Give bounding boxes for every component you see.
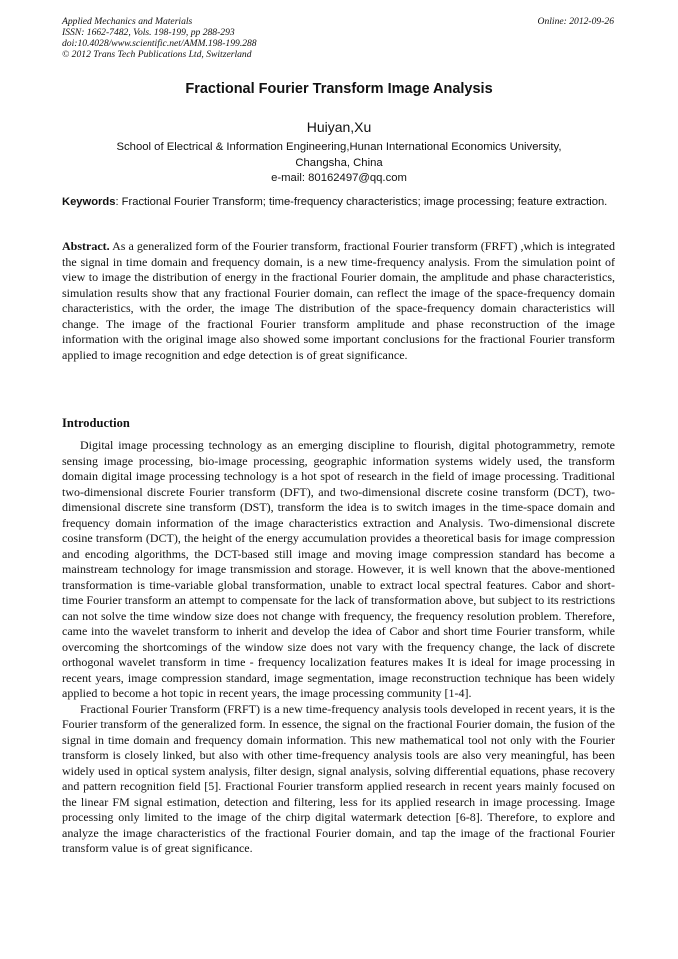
introduction-body <box>62 438 615 857</box>
keywords-text: : Fractional Fourier Transform; time-frequency characteristics; image processing; feature extraction. <box>115 196 608 208</box>
abstract-label: Abstract. <box>62 239 110 253</box>
section-heading-introduction: Introduction <box>62 416 130 430</box>
affiliation <box>60 140 618 187</box>
author-name: Huiyan,Xu <box>306 119 372 135</box>
journal-copyright: © 2012 Trans Tech Publications Ltd, Switzerland <box>62 49 252 60</box>
introduction-paragraph-2: Fractional Fourier Transform (FRFT) is a new time-frequency analysis tools developed in recent years, it is the Fourier transform of the generalized form. In essence, the signal on the fractional Fourier domain, the fusion of the signal in time domain and frequency domain information. This new mathematical tool not only with the Fourier transform is closely linked, but also with other time-frequency analysis tools are also very meaningful, has been widely used in optical system analysis, filter design, signal analysis, solving differential equations, phase recovery and pattern recognition field [5]. Fractional Fourier transform applied research in recent years mainly focused on the linear FM signal estimation, detection and filtering, less for its applied research in image processing. Image processing only limited to the image of the chirp digital watermark detection [6-8]. Therefore, to explore and analyze the image characteristics of the fractional Fourier domain, and tap the image of the fractional Fourier transform value is of great significance. <box>62 701 615 855</box>
journal-name: Applied Mechanics and Materials <box>62 16 193 27</box>
journal-doi: doi:10.4028/www.scientific.net/AMM.198-199.288 <box>62 38 257 49</box>
paper-title: Fractional Fourier Transform Image Analysis <box>185 81 493 97</box>
journal-header <box>62 16 257 60</box>
keywords <box>62 195 615 211</box>
abstract <box>62 239 615 363</box>
online-date: Online: 2012-09-26 <box>537 16 614 27</box>
journal-issn: ISSN: 1662-7482, Vols. 198-199, pp 288-293 <box>62 27 235 38</box>
keywords-label: Keywords <box>62 196 116 208</box>
abstract-text: As a generalized form of the Fourier transform, fractional Fourier transform (FRFT) ,which is integrated the signal in time domain and frequency domain, is a new time-frequency analysis. From the simulation point of view to image the distribution of energy in the fractional Fourier domain, the amplitude and phase characteristics, simulation results show that any fractional Fourier domain, can reflect the image of the space-frequency domain characteristics, with the order, the image The distribution of the space-frequency domain characteristics will change. The image of the fractional Fourier transform amplitude and phase reconstruction of the image information with the original image also showed some important conclusions for the fractional Fourier transform applied to image recognition and edge detection is of great significance. <box>62 239 615 362</box>
author-email: e-mail: 80162497@qq.com <box>271 172 407 184</box>
affiliation-line-1: School of Electrical & Information Engineering,Hunan International Economics University, <box>116 141 562 153</box>
introduction-paragraph-1: Digital image processing technology as an emerging discipline to flourish, digital photogrammetry, remote sensing image processing, bio-image processing, geographic information systems widely used, the transform domain digital image processing technology is a hot spot of research in the field of image processing. Traditional two-dimensional discrete Fourier transform (DFT), and two-dimensional discrete cosine transform (DCT), two-dimensional discrete sine transform (DST), transform the idea is to switch images in the time-space domain and frequency domain information of the image characteristics extraction and Analysis. Two-dimensional discrete cosine transform (DCT), the height of the energy accumulation provides a theoretical basis for image compression and encoding algorithms, the DCT-based still image and moving image compression standard has become a mainstream technology for image transmission and storage. However, it is well known that the above-mentioned transformation is time-variable global transformation, unable to extract local spectral features. Cabor and short-time Fourier transform an attempt to compensate for the lack of transformation above, but subject to its restrictions can not solve the time window size does not change with frequency, the frequency resolution problem. Therefore, came into the wavelet transform to inherit and develop the idea of Cabor and short time Fourier transform, while overcoming the shortcomings of the window size does not vary with the frequency change, the lack of discrete orthogonal wavelet transform in time - frequency localization features makes It is ideal for image processing in recent years, image compression standard, image segmentation, image reconstruction technique has been widely applied to become a hot topic in recent years, the image processing community [1-4]. <box>62 438 615 700</box>
affiliation-line-2: Changsha, China <box>295 156 383 169</box>
